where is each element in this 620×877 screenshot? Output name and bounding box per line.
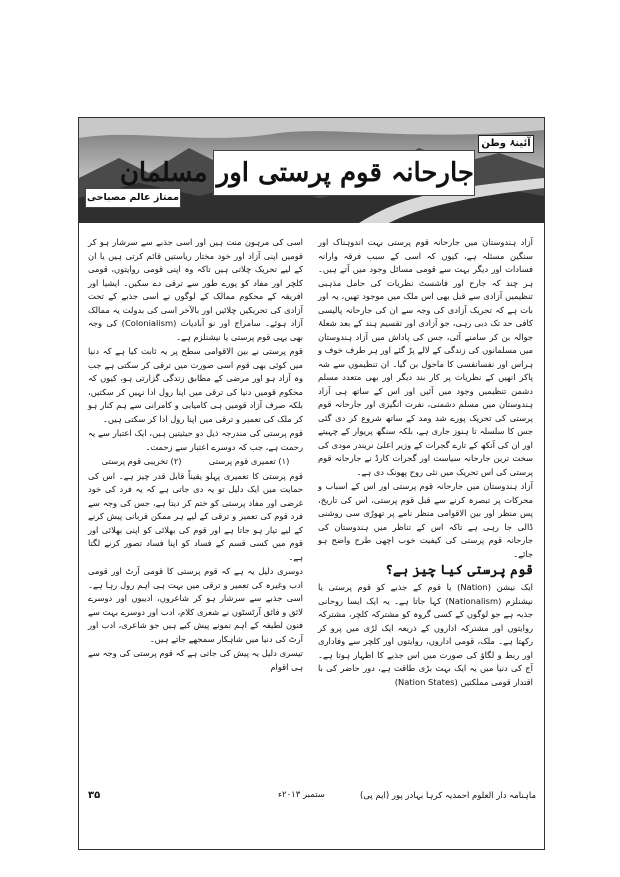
list-line: [88, 455, 303, 469]
page-footer: [88, 790, 536, 806]
paragraph: آزاد ہندوستان میں جارحانہ قوم پرستی اور اس کے اسباب و محرکات پر تبصرہ کرنے سے قبل قوم پرستی، اس کی تاریخ، پس منظر اور بین الاقوامی منظر نامے پر تھوڑی سی روشنی ڈالی جا رہی ہے تاکہ اس کے تناظر میں ہندوستان کی جارحانہ قوم پرستی کی کیفیت خوب اچھی طرح واضح ہو جائے۔: [318, 481, 533, 559]
issue-date: ستمبر ۲۰۱۳ء: [278, 790, 325, 800]
article-title: جارحانہ قوم پرستی اور مسلمان: [213, 150, 475, 196]
paragraph: تیسری دلیل یہ پیش کی جاتی ہے کہ قوم پرستی کی وجہ سے ہی اقوام: [88, 648, 303, 672]
page-number: ۳۵: [88, 790, 101, 801]
paragraph: اسی کی مرہون منت ہیں اور اسی جذبے سے سرشار ہو کر قومیں اپنی آزاد اور خود مختار ریاستیں قائم کرتی ہیں یا ان کے لیے تحریک چلاتی ہیں تاکہ وہ اپنی قومی روایتوں، قومی کلچر اور مفاد کو پورے طور سے ترقی دے سکیں۔ ایشیا اور افریقہ کے محکوم ممالک کے لوگوں نے اسی جذبے کے تحت آزادی کی تحریکیں چلائیں اور بالآخر اسی کی بدولت یہ ممالک آزاد ہوئے۔ سامراج اور نو آبادیات (Colonialism) کی وجہ بھی یہی قوم پرستی یا نیشنلزم ہے۔: [88, 237, 304, 342]
section-heading: قوم پرستی کیا چیز ہے؟: [385, 563, 533, 578]
article-column-left: [88, 236, 303, 781]
paragraph: دوسری دلیل یہ ہے کہ قوم پرستی کا قومی آرٹ اور قومی ادب وغیرہ کی تعمیر و ترقی میں بہت ہی اہم رول رہا ہے۔ اسی جذبے سے سرشار ہو کر شاعروں، ادیبوں اور دوسرے لائق و فائق آرٹسٹوں نے شعری کلام، ادب اور دوسرے بہت سے فنون لطیفہ کے اہم نمونے پیش کیے ہیں جو شاعری، ادب اور آرٹ کی دنیا میں شاہکار سمجھے جاتے ہیں۔: [88, 566, 303, 644]
list-item: (۲) تخریبی قوم پرستی: [101, 456, 182, 466]
section-tag: آئینۂ وطن: [478, 135, 534, 153]
paragraph: قوم پرستی نے بین الاقوامی سطح پر یہ ثابت کیا ہے کہ دنیا میں کوئی بھی قوم اسی صورت میں ترقی کر سکتی ہے جب وہ آزاد ہو اور مرضی کے مطابق زندگی گزارتی ہو، کیوں کہ محکوم قومیں دنیا کی ترقی میں اپنا رول ادا نہیں کر سکتیں، بلکہ صرف آزاد قومیں ہی کامیابی و کامرانی سے ہم کنار ہو کر ملک کی تعمیر و ترقی میں اپنا رول ادا کر سکتی ہیں۔: [88, 346, 303, 424]
paragraph: آزاد ہندوستان میں جارحانہ قوم پرستی بہت اندوہناک اور سنگین مسئلہ ہے، کیوں کہ اسی کے سبب فرقہ وارانہ فسادات اور دیگر بہت سے قومی مسائل وجود میں آتے ہیں۔ ہر چند کہ جارح اور فاشسٹ نظریات کی حامل مذہبی تنظیمیں آزادی سے قبل بھی اس ملک میں موجود تھیں، یہ اور بات ہے کہ تحریک آزادی کی وجہ سے ان کی جارحانہ پالیسی کافی حد تک دبی رہی، جو آزادی اور تقسیم ہند کے بعد شعلۂ جوالہ بن کر سامنے آئی، جس کی پاداش میں آزاد ہندوستان میں مسلمانوں کی زندگی کے لالے پڑ گئے اور ہر طرف خوف و ہراس اور نفسانفسی کا ماحول بن گیا۔ ان تنظیموں سے شہ پاکر انھیں کے نظریات پر کار بند دیگر اور بھی متعدد مسلم دشمن تنظیمیں وجود میں آئیں اور اس کے ساتھ ہی آزاد ہندوستان میں مسلم دشمنی، نفرت انگیزی اور جارحانہ قوم پرستی کی تحریک پورے شد ومد کے ساتھ شروع کر دی گئی جس کا سلسلہ تا ہنوز جاری ہے، بلکہ سنگھ پریوار کے چہیتے اور ان کی آنکھ کے تارے گجرات کے وزیر اعلیٰ نریندر مودی کی سخت ترین جارحانہ سیاست اور گجرات کارڈ نے جارحانہ قوم پرستی کی اس تحریک میں نئی روح پھونک دی ہے۔: [318, 237, 533, 477]
publication-info: ماہنامہ دار العلوم احمدیہ کرہا بہادر پور (ایم پی): [360, 791, 536, 801]
paragraph: قوم پرستی کا تعمیری پہلو یقیناً قابل قدر چیز ہے۔ اس کی حمایت میں ایک دلیل تو یہ دی جاتی ہے کہ یہ فرد کی خود غرضی اور مفاد پرستی کو ختم کر دیتا ہے، جس کی وجہ سے فرد قوم کی تعمیر و ترقی کے لیے ہر ممکن قربانی پیش کرنے کے لیے تیار ہو جاتا ہے اور قوم کی بھلائی کو اپنی بھلائی اور قوم میں کسی قسم کے فساد کو اپنا فساد تصور کرنے لگتا ہے۔: [88, 470, 303, 562]
paragraph: ایک نیشن (Nation) یا قوم کے جذبے کو قوم پرستی یا نیشنلزم (Nationalism) کہا جاتا ہے۔ یہ ایک ایسا روحانی جذبہ ہے جو لوگوں کے کسی گروہ کو مشترکہ کلچر، مشترکہ روایتوں اور مشترکہ اداروں کے ذریعہ ایک لڑی میں پرو کر رکھتا ہے۔ ملک، قومی اداروں، روایتوں اور کلچر سے وفاداری اور ربط و لگاؤ کی صورت میں اس جذبے کا اظہار ہوتا ہے۔ آج کی دنیا میں یہ ایک بہت بڑی طاقت ہے، دور حاضر کی با اقتدار قومی مملکتیں (Nation States): [318, 582, 533, 687]
article-column-right: [318, 236, 533, 781]
author-name: ممتاز عالم مصباحی: [85, 188, 181, 208]
list-item: (۱) تعمیری قوم پرستی: [208, 456, 290, 466]
paragraph: قوم پرستی کی مندرجہ ذیل دو حیثیتیں ہیں، ایک اعتبار سے یہ رحمت ہے، جب کہ دوسرے اعتبار سے زحمت۔: [88, 428, 303, 452]
